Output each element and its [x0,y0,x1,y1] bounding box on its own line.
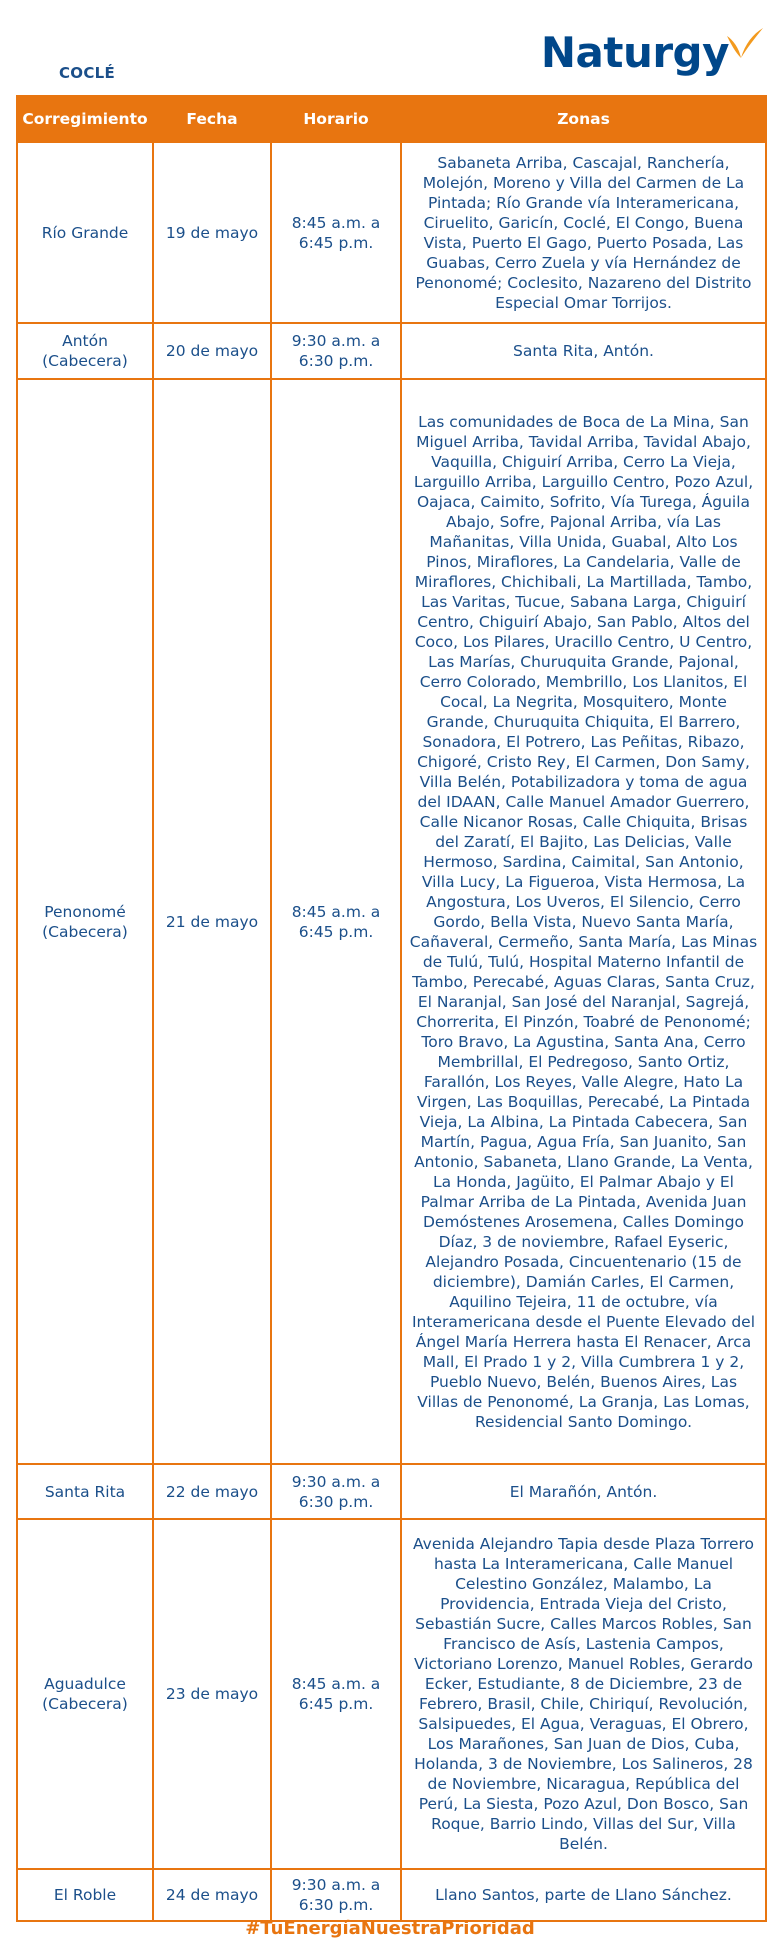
cell-corregimiento: Río Grande [17,142,153,323]
cell-horario: 8:45 a.m. a 6:45 p.m. [271,1519,401,1869]
logo-wordmark: Naturgy [540,28,729,77]
region-title: COCLÉ [59,64,116,82]
column-header-corregimiento: Corregimiento [17,96,153,142]
cell-horario: 9:30 a.m. a 6:30 p.m. [271,323,401,379]
cell-fecha: 24 de mayo [153,1869,271,1921]
table-header-row [17,96,766,142]
column-header-horario: Horario [271,96,401,142]
cell-zonas: Llano Santos, parte de Llano Sánchez. [401,1869,766,1921]
table-row [17,1519,766,1869]
cell-fecha: 23 de mayo [153,1519,271,1869]
butterfly-logo-icon [725,22,765,66]
column-header-fecha: Fecha [153,96,271,142]
naturgy-logo [540,22,765,77]
table-row [17,142,766,323]
cell-corregimiento: Antón (Cabecera) [17,323,153,379]
cell-fecha: 20 de mayo [153,323,271,379]
cell-corregimiento: Aguadulce (Cabecera) [17,1519,153,1869]
cell-zonas: Sabaneta Arriba, Cascajal, Ranchería, Molejón, Moreno y Villa del Carmen de La Pintada; Río Grande vía Interamericana, Ciruelito, Garicín, Coclé, El Congo, Buena Vista, Puerto El Gago, Puerto Posada, Las Guabas, Cerro Zuela y vía Hernández de Penonomé; Coclesito, Nazareno del Distrito Especial Omar Torrijos. [401,142,766,323]
table-row [17,323,766,379]
schedule-table [16,95,767,1922]
cell-corregimiento: El Roble [17,1869,153,1921]
cell-zonas: Santa Rita, Antón. [401,323,766,379]
cell-zonas: Las comunidades de Boca de La Mina, San Miguel Arriba, Tavidal Arriba, Tavidal Abajo, Vaquilla, Chiguirí Arriba, Cerro La Vieja, Larguillo Arriba, Larguillo Centro, Pozo Azul, Oajaca, Caimito, Sofrito, Vía Turega, Águila Abajo, Sofre, Pajonal Arriba, vía Las Mañanitas, Villa Unida, Guabal, Alto Los Pinos, Miraflores, La Candelaria, Valle de Miraflores, Chichibali, La Martillada, Tambo, Las Varitas, Tucue, Sabana Larga, Chiguirí Centro, Chiguirí Abajo, San Pablo, Altos del Coco, Los Pilares, Uracillo Centro, U Centro, Las Marías, Churuquita Grande, Pajonal, Cerro Colorado, Membrillo, Los Llanitos, El Cocal, La Negrita, Mosquitero, Monte Grande, Churuquita Chiquita, El Barrero, Sonadora, El Potrero, Las Peñitas, Ribazo, Chigoré, Cristo Rey, El Carmen, Don Samy, Villa Belén, Potabilizadora y toma de agua del IDAAN, Calle Manuel Amador Guerrero, Calle Nicanor Rosas, Calle Chiquita, Brisas del Zaratí, El Bajito, Las Delicias, Valle Hermoso, Sardina, Caimital, San Antonio, Villa Lucy, La Figueroa, Vista Hermosa, La Angostura, Los Uveros, El Silencio, Cerro Gordo, Bella Vista, Nuevo Santa María, Cañaveral, Cermeño, Santa María, Las Minas de Tulú, Tulú, Hospital Materno Infantil de Tambo, Perecabé, Aguas Claras, Santa Cruz, El Naranjal, San José del Naranjal, Sagrejá, Chorrerita, El Pinzón, Toabré de Penonomé; Toro Bravo, La Agustina, Santa Ana, Cerro Membrillal, El Pedregoso, Santo Ortiz, Farallón, Los Reyes, Valle Alegre, Hato La Virgen, Las Boquillas, Perecabé, La Pintada Vieja, La Albina, La Pintada Cabecera, San Martín, Pagua, Agua Fría, San Juanito, San Antonio, Sabaneta, Llano Grande, La Venta, La Honda, Jagüito, El Palmar Abajo y El Palmar Arriba de La Pintada, Avenida Juan Demóstenes Arosemena, Calles Domingo Díaz, 3 de noviembre, Rafael Eyseric, Alejandro Posada, Cincuentenario (15 de diciembre), Damián Carles, El Carmen, Aquilino Tejeira, 11 de octubre, vía Interamericana desde el Puente Elevado del Ángel María Herrera hasta El Renacer, Arca Mall, El Prado 1 y 2, Villa Cumbrera 1 y 2, Pueblo Nuevo, Belén, Buenos Aires, Las Villas de Penonomé, La Granja, Las Lomas, Residencial Santo Domingo. [401,379,766,1464]
cell-horario: 8:45 a.m. a 6:45 p.m. [271,142,401,323]
cell-corregimiento: Penonomé (Cabecera) [17,379,153,1464]
table-row [17,1464,766,1519]
table-row [17,379,766,1464]
cell-horario: 9:30 a.m. a 6:30 p.m. [271,1869,401,1921]
cell-corregimiento: Santa Rita [17,1464,153,1519]
cell-horario: 8:45 a.m. a 6:45 p.m. [271,379,401,1464]
cell-zonas: El Marañón, Antón. [401,1464,766,1519]
cell-fecha: 19 de mayo [153,142,271,323]
column-header-zonas: Zonas [401,96,766,142]
cell-fecha: 22 de mayo [153,1464,271,1519]
footer-hashtag: #TuEnergíaNuestraPrioridad [245,1918,535,1939]
table-row [17,1869,766,1921]
page-header [0,0,780,95]
cell-fecha: 21 de mayo [153,379,271,1464]
cell-zonas: Avenida Alejandro Tapia desde Plaza Torrero hasta La Interamericana, Calle Manuel Celestino González, Malambo, La Providencia, Entrada Vieja del Cristo, Sebastián Sucre, Calles Marcos Robles, San Francisco de Asís, Lastenia Campos, Victoriano Lorenzo, Manuel Robles, Gerardo Ecker, Estudiante, 8 de Diciembre, 23 de Febrero, Brasil, Chile, Chiriquí, Revolución, Salsipuedes, El Agua, Veraguas, El Obrero, Los Marañones, San Juan de Dios, Cuba, Holanda, 3 de Noviembre, Los Salineros, 28 de Noviembre, Nicaragua, República del Perú, La Siesta, Pozo Azul, Don Bosco, San Roque, Barrio Lindo, Villas del Sur, Villa Belén. [401,1519,766,1869]
cell-horario: 9:30 a.m. a 6:30 p.m. [271,1464,401,1519]
